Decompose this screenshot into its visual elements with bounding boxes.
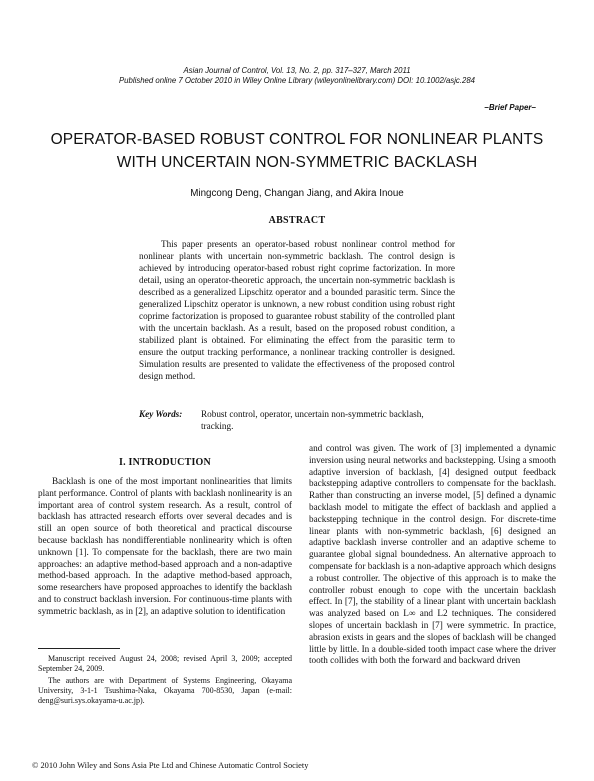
keywords-label: Key Words:	[139, 409, 183, 419]
paper-title	[40, 128, 554, 174]
paper-type-label: –Brief Paper–	[484, 103, 536, 112]
author-list: Mingcong Deng, Changan Jiang, and Akira Inoue	[190, 188, 404, 199]
copyright-notice: © 2010 John Wiley and Sons Asia Pte Ltd and Chinese Automatic Control Society	[32, 761, 309, 770]
footnote-divider	[38, 648, 120, 649]
keywords-text: Robust control, operator, uncertain non-symmetric backlash, tracking.	[201, 409, 424, 431]
footnote-author-affiliation: The authors are with Department of Systems Engineering, Okayama University, 3-1-1 Tsushima-Naka, Okayama 700-8530, Japan (e-mail: deng@suri.sys.okayama-u.ac.jp).	[38, 676, 292, 706]
intro-left-column: Backlash is one of the most important nonlinearities that limits plant performance. Control of plants with backlash nonlinearity is an important area of control system research. As a result, control of backlash has attracted research efforts over several decades and is still an open source of both theoretical and practical discourse because backlash has nondifferentiable nonlinearity which is often unknown [1]. To compensate for the backlash, there are two main approaches: an adaptive method-based approach and a non-adaptive method-based approach. In the adaptive method-based approach, some researchers have proposed approaches to identify the backlash and to construct backlash inversion. For continuous-time plants with symmetric backlash, as in [2], an adaptive solution to identification	[38, 476, 292, 616]
title-line-2: WITH UNCERTAIN NON-SYMMETRIC BACKLASH	[116, 154, 478, 171]
intro-right-column: and control was given. The work of [3] implemented a dynamic inversion using neural networks and backstepping. Using a smooth adaptive inversion of backlash, [4] designed output feedback backstepping adaptive controllers to compensate for the backlash. Rather than constructing an inverse model, [5] defined a dynamic backlash model to mitigate the effect of backlash and applied a backstepping technique in the control design. For discrete-time linear plants with non-symmetric backlash, [6] designed an adaptive backlash inverse controller and an adaptive scheme to guarantee global signal boundedness. An alternative approach to compensate for backlash is a non-adaptive approach which designs a robust controller. The objective of this approach is to make the controller robust enough to cope with the uncertain backlash effect. In [7], the stability of a linear plant with uncertain backlash was analyzed based on L∞ and L2 techniques. The considered slopes of uncertain backlash in [7] were symmetric. In practice, abrasion exists in gears and the slopes of backlash will be changed little by little. In a double-sided tooth impact case where the driver tooth collides with both the forward and backward driven	[309, 443, 556, 666]
abstract-heading: ABSTRACT	[268, 215, 326, 226]
journal-citation: Asian Journal of Control, Vol. 13, No. 2, pp. 317–327, March 2011	[183, 66, 411, 75]
title-line-1: OPERATOR-BASED ROBUST CONTROL FOR NONLINEAR PLANTS	[50, 131, 544, 148]
footnote-manuscript-dates: Manuscript received August 24, 2008; revised April 3, 2009; accepted September 24, 2009.	[38, 654, 292, 674]
publication-info: Published online 7 October 2010 in Wiley Online Library (wileyonlinelibrary.com) DOI: 10.1002/asjc.284	[118, 76, 476, 85]
abstract-body: This paper presents an operator-based robust nonlinear control method for nonlinear plants with uncertain non-symmetric backlash. The control design is achieved by introducing operator-based robust right coprime factorization. In more detail, using an operator-theoretic approach, the uncertain non-symmetric backlash is described as a generalized Lipschitz operator and a bounded parasitic term. Since the generalized Lipschitz operator is unknown, a new robust condition using robust right coprime factorization is proposed to guarantee robust stability of the controlled plant with the uncertain backlash. As a result, based on the proposed robust condition, a stabilized plant is obtained. For eliminating the effect from the parasitic term to ensure the output tracking performance, a nonlinear tracking controller is designed. Simulation results are presented to validate the effectiveness of the proposed control design method.	[139, 239, 455, 381]
section-heading-introduction: I. INTRODUCTION	[119, 457, 211, 468]
